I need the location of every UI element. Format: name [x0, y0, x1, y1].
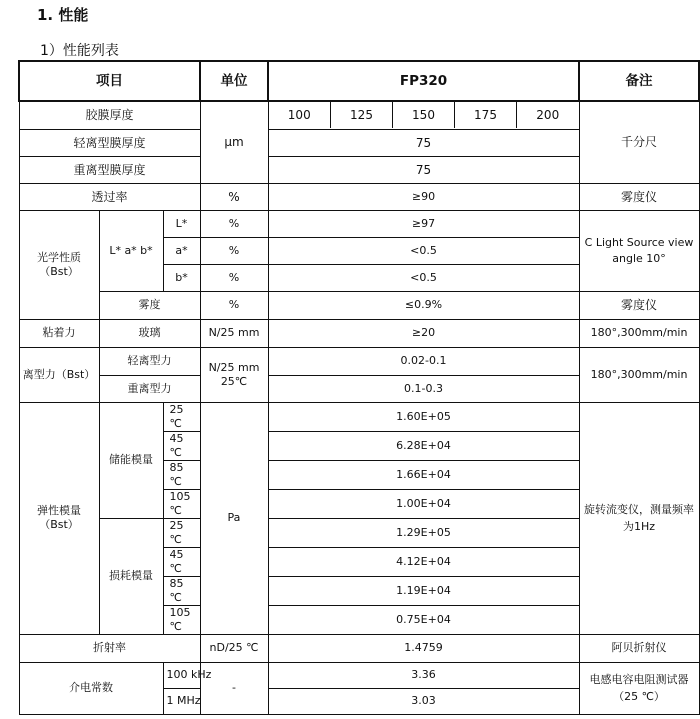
l-label: L*: [163, 210, 200, 237]
storage-temp: 45 ℃: [163, 431, 200, 460]
adhesion-note: 180°,300mm/min: [579, 319, 699, 347]
dielectric-label: 介电常数: [19, 662, 163, 714]
release-label: 离型力（Bst）: [19, 347, 99, 402]
subsection-heading: 1）性能列表: [40, 43, 119, 59]
loss-temp: 25 ℃: [163, 518, 200, 547]
l-unit: %: [200, 210, 268, 237]
thickness-value: 200: [517, 102, 579, 128]
adhesion-unit: N/25 mm: [200, 319, 268, 347]
release-note: 180°,300mm/min: [579, 347, 699, 402]
optical-note: C Light Source view angle 10°: [579, 210, 699, 291]
film-thickness-values: [268, 101, 579, 129]
modulus-label-sub: （Bst）: [39, 518, 79, 531]
table-row: [19, 291, 699, 319]
light-release-value: 0.02-0.1: [268, 347, 579, 375]
storage-value: 1.00E+04: [268, 489, 579, 518]
heavy-release-value: 0.1-0.3: [268, 375, 579, 402]
header-product: FP320: [268, 61, 579, 101]
optical-label-sub: （Bst）: [39, 264, 79, 278]
refractive-unit: nD/25 ℃: [200, 634, 268, 662]
haze-note: 雾度仪: [579, 291, 699, 319]
loss-value: 4.12E+04: [268, 547, 579, 576]
dielectric-value: 3.03: [268, 688, 579, 714]
table-row: [19, 662, 699, 688]
table-row: [19, 319, 699, 347]
storage-value: 1.66E+04: [268, 460, 579, 489]
table-row: [19, 183, 699, 210]
a-value: <0.5: [268, 237, 579, 264]
loss-temp: 85 ℃: [163, 576, 200, 605]
storage-value: 1.60E+05: [268, 402, 579, 431]
header-item: 项目: [19, 61, 200, 101]
b-unit: %: [200, 264, 268, 291]
transmittance-note: 雾度仪: [579, 183, 699, 210]
lab-label: L* a* b*: [99, 210, 163, 291]
loss-value: 1.29E+05: [268, 518, 579, 547]
heavy-release-thickness-label: 重离型膜厚度: [19, 156, 200, 183]
storage-modulus-label: 储能模量: [99, 402, 163, 518]
table-row: [19, 101, 699, 129]
thickness-value: 125: [331, 102, 393, 128]
table-row: [19, 347, 699, 375]
loss-value: 0.75E+04: [268, 605, 579, 634]
thickness-value: 175: [455, 102, 517, 128]
section-heading: 1. 性能: [37, 6, 89, 24]
loss-modulus-label: 损耗模量: [99, 518, 163, 634]
transmittance-unit: %: [200, 183, 268, 210]
heavy-release-thickness-value: 75: [268, 156, 579, 183]
b-value: <0.5: [268, 264, 579, 291]
thickness-unit: μm: [200, 101, 268, 183]
haze-value: ≤0.9%: [268, 291, 579, 319]
storage-temp: 85 ℃: [163, 460, 200, 489]
a-label: a*: [163, 237, 200, 264]
storage-value: 6.28E+04: [268, 431, 579, 460]
refractive-note: 阿贝折射仪: [579, 634, 699, 662]
thickness-note: 千分尺: [579, 101, 699, 183]
b-label: b*: [163, 264, 200, 291]
performance-table: [18, 60, 700, 715]
light-release-label: 轻离型力: [99, 347, 200, 375]
optical-label: [19, 210, 99, 319]
adhesion-sub: 玻璃: [99, 319, 200, 347]
modulus-note: 旋转流变仪，测量频率为1Hz: [579, 402, 699, 634]
modulus-label: [19, 402, 99, 634]
a-unit: %: [200, 237, 268, 264]
haze-unit: %: [200, 291, 268, 319]
dielectric-value: 3.36: [268, 662, 579, 688]
optical-label-text: 光学性质: [37, 250, 81, 264]
dielectric-note: 电感电容电阻测试器（25 ℃）: [579, 662, 699, 714]
modulus-label-text: 弹性模量: [37, 504, 81, 517]
release-unit: N/25 mm 25℃: [200, 347, 268, 402]
header-unit: 单位: [200, 61, 268, 101]
loss-temp: 45 ℃: [163, 547, 200, 576]
loss-temp: 105 ℃: [163, 605, 200, 634]
haze-label: 雾度: [99, 291, 200, 319]
l-value: ≥97: [268, 210, 579, 237]
transmittance-label: 透过率: [19, 183, 200, 210]
storage-temp: 25 ℃: [163, 402, 200, 431]
table-row: [19, 634, 699, 662]
storage-temp: 105 ℃: [163, 489, 200, 518]
dielectric-unit: -: [200, 662, 268, 714]
heavy-release-label: 重离型力: [99, 375, 200, 402]
thickness-value: 100: [287, 108, 311, 123]
loss-value: 1.19E+04: [268, 576, 579, 605]
thickness-value: 150: [393, 102, 455, 128]
table-row: [19, 402, 699, 431]
refractive-value: 1.4759: [268, 634, 579, 662]
dielectric-freq: 1 MHz: [163, 688, 200, 714]
adhesion-value: ≥20: [268, 319, 579, 347]
table-row: [19, 210, 699, 237]
dielectric-freq: 100 kHz: [163, 662, 200, 688]
film-thickness-label: 胶膜厚度: [19, 101, 200, 129]
modulus-unit: Pa: [200, 402, 268, 634]
header-row: [19, 61, 699, 101]
refractive-label: 折射率: [19, 634, 200, 662]
header-note: 备注: [579, 61, 699, 101]
light-release-thickness-value: 75: [268, 129, 579, 156]
light-release-thickness-label: 轻离型膜厚度: [19, 129, 200, 156]
adhesion-label: 粘着力: [19, 319, 99, 347]
transmittance-value: ≥90: [268, 183, 579, 210]
